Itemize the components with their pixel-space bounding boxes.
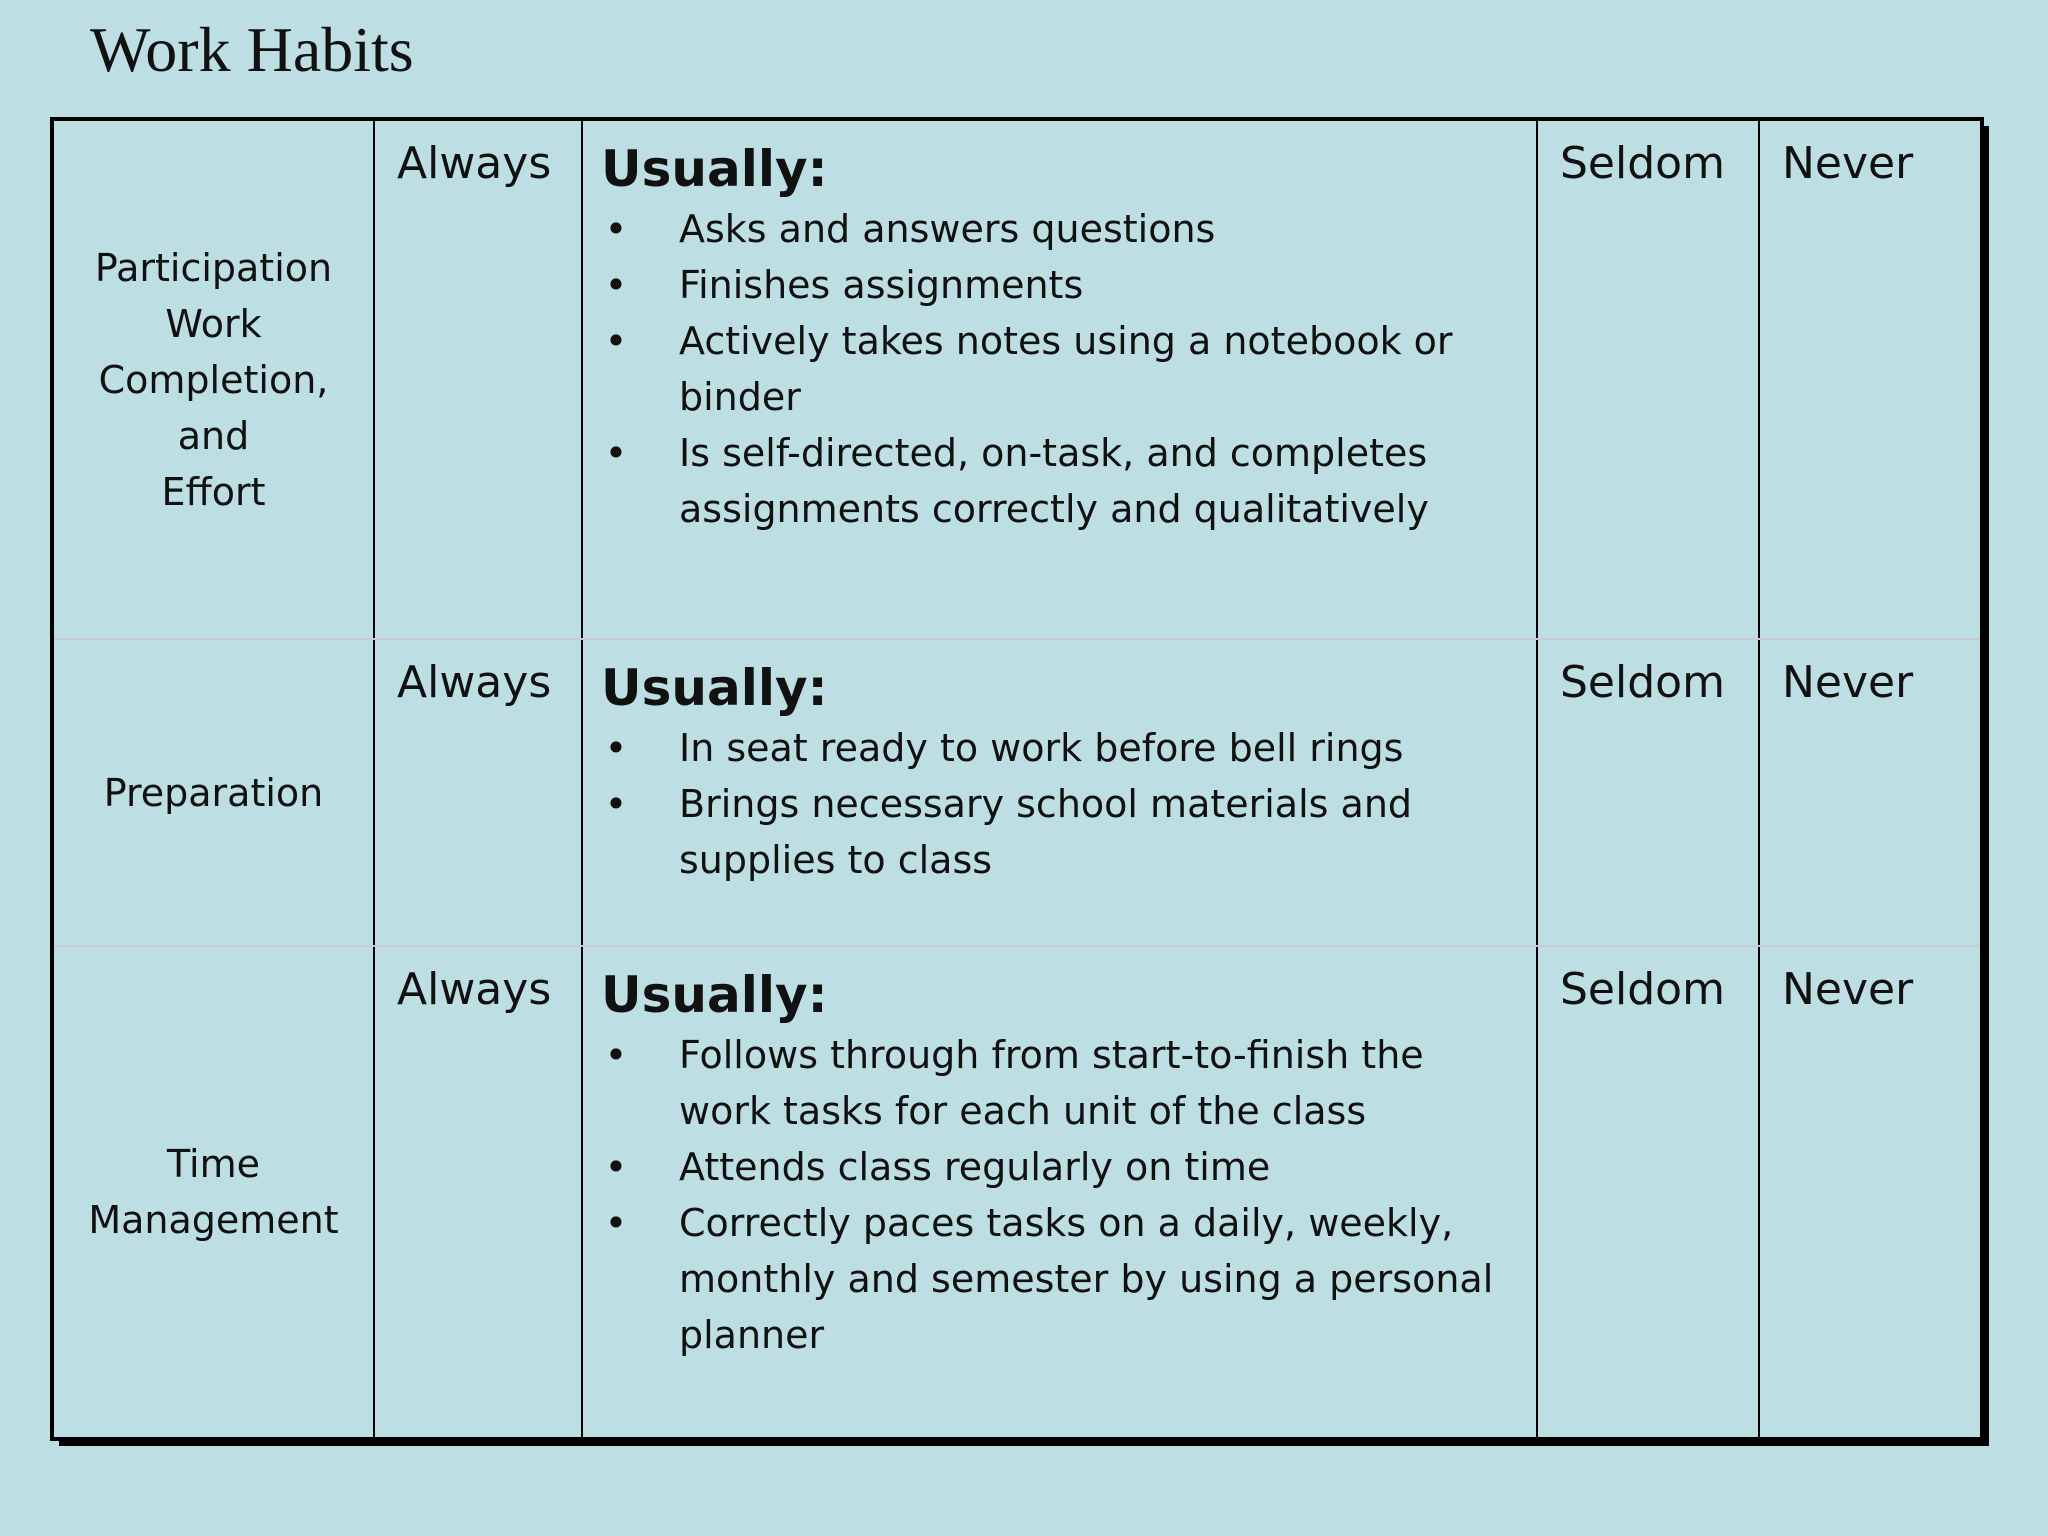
- category-label-line: Work: [165, 301, 262, 346]
- criteria-item: [601, 720, 1516, 776]
- rubric-row: [52, 946, 1982, 1439]
- bullet-icon: •: [604, 782, 628, 826]
- never-cell: Never: [1759, 119, 1982, 639]
- category-label-line: Completion,: [98, 357, 329, 402]
- criteria-item: [601, 425, 1516, 537]
- usually-heading: Usually:: [601, 659, 828, 717]
- criteria-text: Is self-directed, on-task, and completes assignments correctly and qualitatively: [679, 431, 1429, 531]
- category-label-line: and: [177, 413, 250, 458]
- criteria-item: [601, 1027, 1516, 1139]
- always-cell: Always: [374, 119, 582, 639]
- criteria-list: [601, 1027, 1516, 1363]
- bullet-icon: •: [604, 1033, 628, 1077]
- category-label-line: Participation: [94, 245, 333, 290]
- page-title: Work Habits: [90, 14, 414, 85]
- criteria-text: In seat ready to work before bell rings: [679, 726, 1404, 770]
- seldom-cell: Seldom: [1537, 946, 1759, 1439]
- work-habits-rubric-table: [50, 117, 1984, 1441]
- bullet-icon: •: [604, 319, 628, 363]
- always-cell: Always: [374, 946, 582, 1439]
- category-cell: [52, 639, 374, 946]
- criteria-text: Actively takes notes using a notebook or binder: [679, 319, 1453, 419]
- criteria-text: Follows through from start-to-finish the work tasks for each unit of the class: [679, 1033, 1424, 1133]
- criteria-text: Finishes assignments: [679, 263, 1084, 307]
- criteria-item: [601, 313, 1516, 425]
- criteria-item: [601, 1139, 1516, 1195]
- seldom-cell: Seldom: [1537, 639, 1759, 946]
- bullet-icon: •: [604, 1201, 628, 1245]
- criteria-text: Correctly paces tasks on a daily, weekly, monthly and semester by using a personal planner: [679, 1201, 1494, 1357]
- criteria-list: [601, 201, 1516, 537]
- never-cell: Never: [1759, 639, 1982, 946]
- criteria-text: Brings necessary school materials and supplies to class: [679, 782, 1413, 882]
- category-label-line: Management: [88, 1198, 339, 1242]
- criteria-item: [601, 776, 1516, 888]
- rubric-body: [52, 119, 1982, 1439]
- rubric-table-container: [50, 117, 1980, 1437]
- bullet-icon: •: [604, 431, 628, 475]
- criteria-text: Attends class regularly on time: [679, 1145, 1271, 1189]
- criteria-item: [601, 257, 1516, 313]
- criteria-list: [601, 720, 1516, 888]
- bullet-icon: •: [604, 1145, 628, 1189]
- usually-cell: [582, 946, 1537, 1439]
- criteria-text: Asks and answers questions: [679, 207, 1216, 251]
- criteria-item: [601, 201, 1516, 257]
- bullet-icon: •: [604, 726, 628, 770]
- usually-heading: Usually:: [601, 140, 828, 198]
- seldom-cell: Seldom: [1537, 119, 1759, 639]
- criteria-item: [601, 1195, 1516, 1363]
- usually-heading: Usually:: [601, 966, 828, 1024]
- rubric-row: [52, 639, 1982, 946]
- never-cell: Never: [1759, 946, 1982, 1439]
- category-label-line: Preparation: [103, 770, 324, 815]
- category-label-line: Effort: [161, 469, 266, 514]
- category-cell: [52, 946, 374, 1439]
- bullet-icon: •: [604, 207, 628, 251]
- bullet-icon: •: [604, 263, 628, 307]
- usually-cell: [582, 119, 1537, 639]
- rubric-row: [52, 119, 1982, 639]
- always-cell: Always: [374, 639, 582, 946]
- usually-cell: [582, 639, 1537, 946]
- category-label-line: Time: [167, 1142, 260, 1186]
- category-cell: [52, 119, 374, 639]
